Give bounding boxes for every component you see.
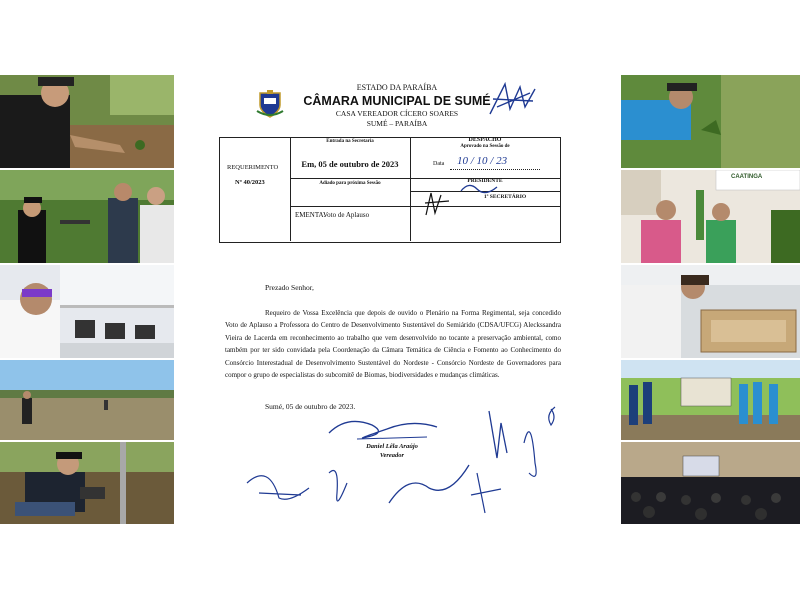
header-state: ESTADO DA PARAÍBA — [356, 83, 438, 92]
entrada-date: Em, 05 de outubro de 2023 — [301, 159, 399, 169]
photo-women-cactus-banner — [621, 170, 800, 263]
signer-role: Vereador — [379, 452, 405, 459]
presidente-signature — [459, 181, 499, 195]
signer-name: Daniel Lêla Araújo — [366, 443, 418, 450]
date-line: Sumé, 05 de outubro de 2023. — [265, 402, 356, 411]
salutation: Prezado Senhor, — [265, 283, 314, 292]
witness-signatures — [239, 403, 569, 523]
photo-lab-microscopes — [0, 265, 174, 358]
presidente-label: PRESIDENTE — [467, 178, 503, 184]
secretario-label: 1º SECRETÁRIO — [483, 194, 527, 200]
photo-field-sky — [0, 360, 174, 440]
data-value: 10 / 10 / 23 — [457, 155, 508, 167]
photo-auditorium-lecture — [621, 442, 800, 524]
photo-woman-seed-trays — [621, 265, 800, 358]
requerimento-document — [177, 75, 617, 524]
photo-group-sign — [621, 360, 800, 440]
requerimento-number: Nº 40/2023 — [235, 179, 265, 186]
aprovado-label: Aprovado na Sessão de — [460, 144, 510, 149]
data-label: Data — [433, 161, 445, 167]
letter-body: Requeiro de Vossa Excelência que depois de ouvido o Plenário na Forma Regimental, seja concedido Voto de Aplauso a Professora do Centro de Desenvolvimento Sustentável do Semiárido (CDSA/UFCG) Aleckssandra Vieira de Lacerda em reconhecimento ao trabalho que vem desenvolvido no tocante a preservação ambiental, como também por ter sido convidada pela Coordenação da Câmara Temática de Ciência e Fomento ao Conhecimento do Consórcio Interestadual de Desenvolvimento Sustentável do Nordeste - Consórcio Nordeste de Governadores para compor o grupo de especialistas do subcomitê de Biomas, biodiversidades e mudanças climáticas. — [225, 309, 561, 380]
header-chamber: CÂMARA MUNICIPAL DE SUMÉ — [303, 94, 491, 108]
header-house: CASA VEREADOR CÍCERO SOARES — [335, 109, 459, 118]
top-right-signature — [485, 79, 540, 121]
ementa-label: EMENTA: — [295, 211, 326, 219]
requerimento-label: REQUERIMENTO — [227, 164, 279, 171]
requerimento-form-grid — [219, 137, 561, 243]
ementa-value: Voto de Aplauso — [323, 211, 370, 219]
despacho-label: DESPACHO — [468, 137, 502, 143]
adiado-label: Adiado para próxima Sessão — [319, 181, 381, 186]
banner-text: CAATINGA — [731, 174, 763, 180]
photo-woman-plant-field — [621, 75, 800, 168]
photo-woman-notebook — [0, 442, 174, 524]
photo-woman-cap-planting — [0, 75, 174, 168]
entrada-label: Entrada na Secretaria — [326, 139, 374, 144]
secretario-signature — [423, 189, 453, 217]
header-city: SUMÉ – PARAÍBA — [366, 119, 428, 128]
photo-interview-microphone — [0, 170, 174, 263]
